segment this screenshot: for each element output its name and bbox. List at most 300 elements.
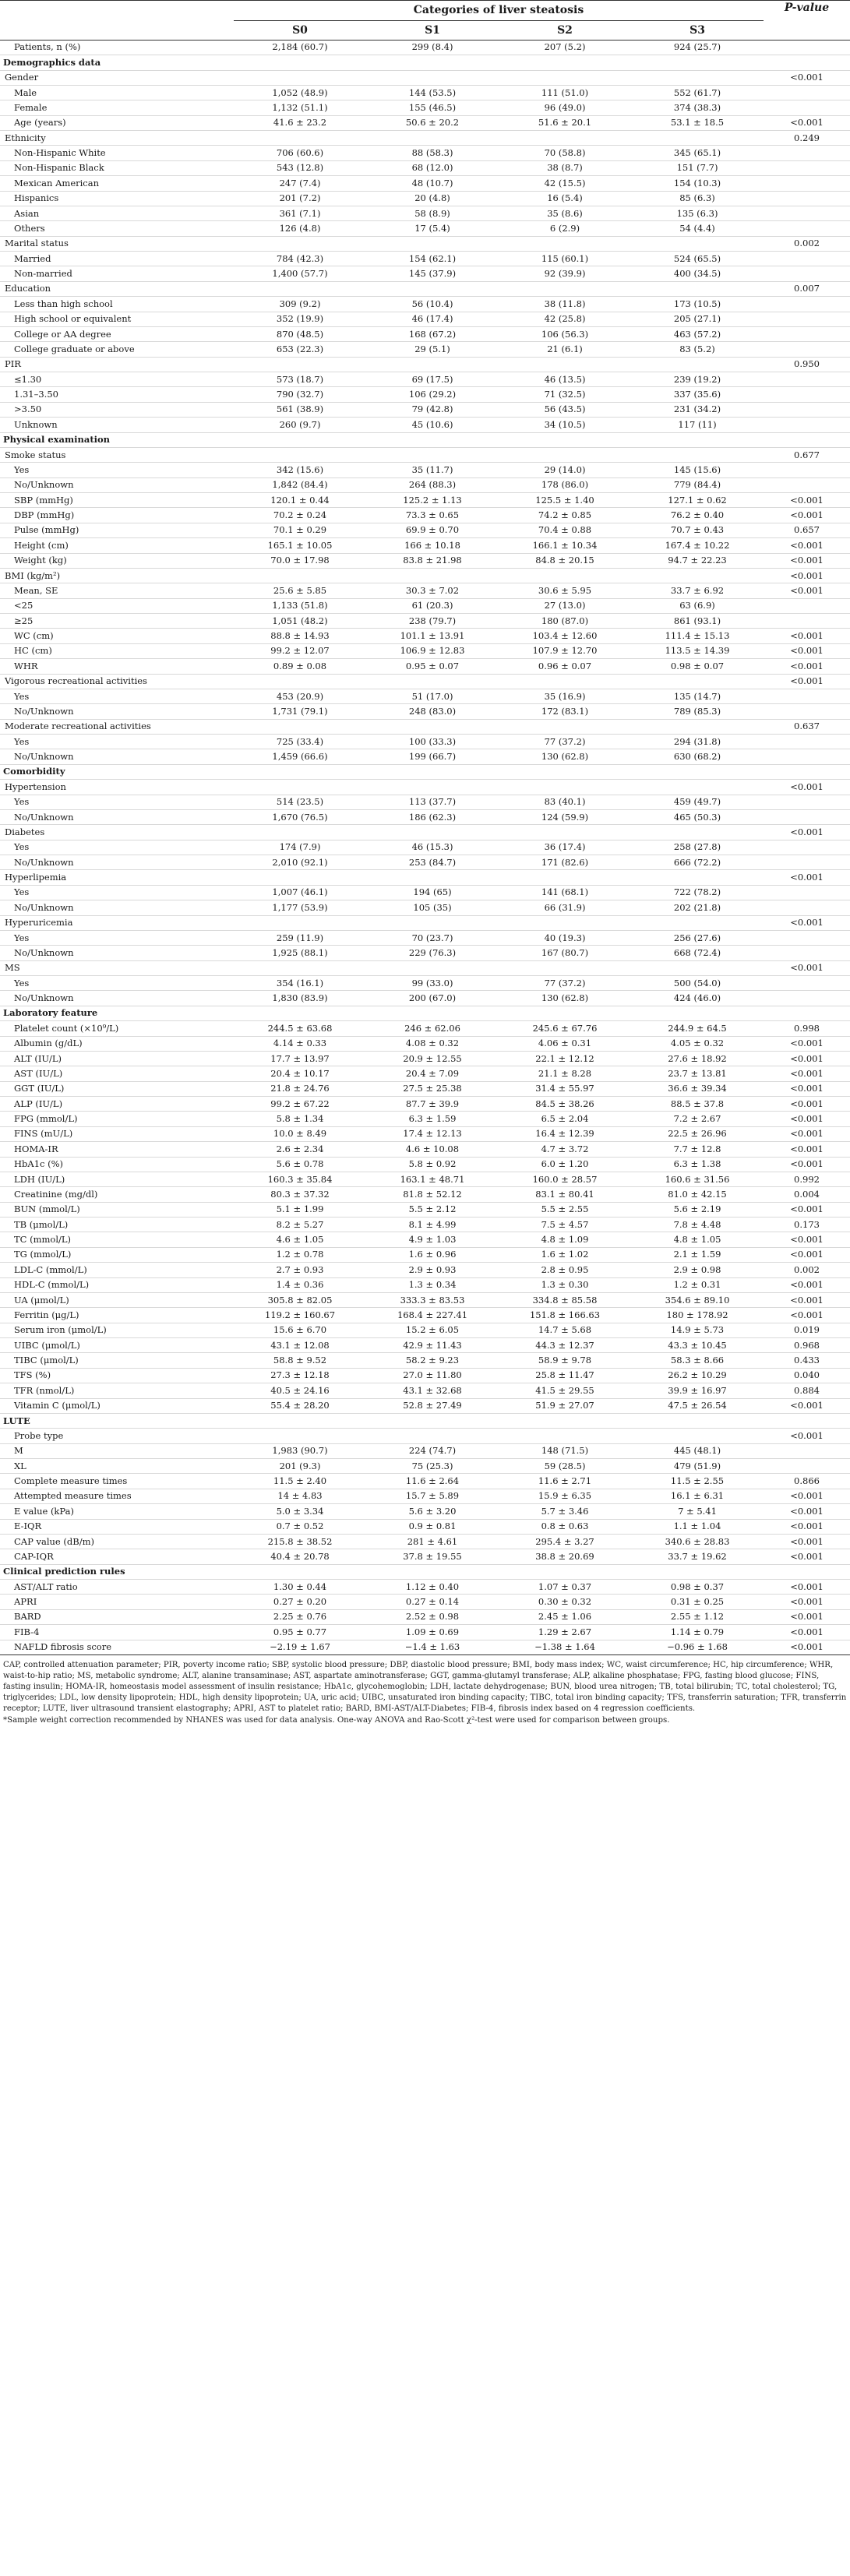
cell-p-value: 0.040: [764, 1368, 850, 1383]
cell-s2: 21.1 ± 8.28: [499, 1066, 631, 1081]
cell-s1: 73.3 ± 0.65: [366, 508, 499, 523]
cell-p-value: [764, 463, 850, 477]
cell-s2: [499, 70, 631, 85]
cell-s1: 27.0 ± 11.80: [366, 1368, 499, 1383]
column-header-s1: S1: [366, 21, 499, 40]
cell-s3: 666 (72.2): [631, 855, 764, 870]
table-row: [0, 643, 850, 658]
row-label: Attempted measure times: [0, 1489, 234, 1503]
cell-s2: 16.4 ± 12.39: [499, 1126, 631, 1141]
cell-s3: [631, 719, 764, 734]
row-label: Pulse (mmHg): [0, 523, 234, 537]
cell-s3: 345 (65.1): [631, 146, 764, 160]
table-row: [0, 1383, 850, 1398]
cell-s1: [366, 447, 499, 462]
table-row: [0, 40, 850, 55]
table-row: [0, 1112, 850, 1126]
row-label: UIBC (μmol/L): [0, 1338, 234, 1353]
cell-s1: 4.6 ± 10.08: [366, 1142, 499, 1157]
cell-s0: 165.1 ± 10.05: [234, 538, 366, 553]
row-label: HC (cm): [0, 643, 234, 658]
cell-p-value: 0.950: [764, 357, 850, 372]
cell-s3: 154 (10.3): [631, 176, 764, 191]
cell-s3: 180 ± 178.92: [631, 1308, 764, 1323]
cell-s0: 259 (11.9): [234, 930, 366, 945]
cell-s3: 54 (4.4): [631, 221, 764, 236]
row-label: TFS (%): [0, 1368, 234, 1383]
cell-s0: 201 (7.2): [234, 191, 366, 206]
table-row: [0, 885, 850, 900]
cell-s2: 166.1 ± 10.34: [499, 538, 631, 553]
cell-s0: 119.2 ± 160.67: [234, 1308, 366, 1323]
cell-p-value: <0.001: [764, 1595, 850, 1609]
cell-p-value: <0.001: [764, 1112, 850, 1126]
cell-p-value: 0.657: [764, 523, 850, 537]
cell-s0: 2.25 ± 0.76: [234, 1609, 366, 1624]
cell-s3: 83 (5.2): [631, 342, 764, 357]
cell-s2: 38 (11.8): [499, 297, 631, 312]
table-row: [0, 372, 850, 387]
table-row: [0, 1292, 850, 1307]
cell-s3: [631, 357, 764, 372]
cell-s3: 337 (35.6): [631, 387, 764, 402]
cell-p-value: <0.001: [764, 1429, 850, 1443]
cell-s2: 46 (13.5): [499, 372, 631, 387]
cell-s1: 69.9 ± 0.70: [366, 523, 499, 537]
cell-s1: 11.6 ± 2.64: [366, 1474, 499, 1489]
cell-s1: 281 ± 4.61: [366, 1534, 499, 1549]
cell-s3: 4.8 ± 1.05: [631, 1232, 764, 1247]
table-row: [0, 1625, 850, 1640]
cell-s2: 295.4 ± 3.27: [499, 1534, 631, 1549]
row-label: Unknown: [0, 418, 234, 432]
row-label: Gender: [0, 70, 234, 85]
row-label: AST (IU/L): [0, 1066, 234, 1081]
cell-s0: 14 ± 4.83: [234, 1489, 366, 1503]
category-row: [0, 357, 850, 372]
cell-s0: 21.8 ± 24.76: [234, 1081, 366, 1096]
cell-p-value: <0.001: [764, 493, 850, 508]
cell-s2: 106 (56.3): [499, 326, 631, 341]
cell-p-value: <0.001: [764, 1247, 850, 1262]
cell-s0: 1,459 (66.6): [234, 749, 366, 764]
cell-s3: 722 (78.2): [631, 885, 764, 900]
cell-s1: [366, 825, 499, 840]
cell-s0: 174 (7.9): [234, 840, 366, 855]
cell-s2: 7.5 ± 4.57: [499, 1218, 631, 1232]
cell-s0: 1,133 (51.8): [234, 598, 366, 613]
table-row: [0, 1142, 850, 1157]
cell-p-value: [764, 297, 850, 312]
row-label: College graduate or above: [0, 342, 234, 357]
cell-p-value: <0.001: [764, 1580, 850, 1595]
cell-s2: 207 (5.2): [544, 41, 586, 53]
cell-s2: 11.6 ± 2.71: [499, 1474, 631, 1489]
cell-s1: 56 (10.4): [366, 297, 499, 312]
cell-s2: 180 (87.0): [499, 614, 631, 629]
cell-s1: 2.9 ± 0.93: [366, 1263, 499, 1277]
cell-s3: 630 (68.2): [631, 749, 764, 764]
table-row: [0, 146, 850, 160]
cell-s1: 144 (53.5): [366, 85, 499, 100]
cell-s2: 130 (62.8): [499, 749, 631, 764]
cell-s1: 88 (58.3): [366, 146, 499, 160]
cell-s3: 53.1 ± 18.5: [631, 115, 764, 130]
row-label: Yes: [0, 840, 234, 855]
cell-s3: 6.3 ± 1.38: [631, 1157, 764, 1172]
cell-s2: [499, 447, 631, 462]
table-row: [0, 523, 850, 537]
table-row: [0, 206, 850, 220]
cell-s2: 178 (86.0): [499, 477, 631, 492]
category-row: [0, 70, 850, 85]
cell-s1: 5.6 ± 3.20: [366, 1504, 499, 1519]
table-row: [0, 1353, 850, 1368]
cell-s2: 171 (82.6): [499, 855, 631, 870]
cell-s1: 299 (8.4): [411, 41, 453, 53]
cell-s1: 15.7 ± 5.89: [366, 1489, 499, 1503]
row-label: No/Unknown: [0, 749, 234, 764]
cell-s1: 125.2 ± 1.13: [366, 493, 499, 508]
cell-s3: 256 (27.6): [631, 930, 764, 945]
cell-s3: 400 (34.5): [631, 266, 764, 281]
cell-s2: 4.8 ± 1.09: [499, 1232, 631, 1247]
cell-s1: 48 (10.7): [366, 176, 499, 191]
cell-s1: 15.2 ± 6.05: [366, 1323, 499, 1337]
row-label: Weight (kg): [0, 553, 234, 568]
table-row: [0, 689, 850, 703]
cell-s0: 309 (9.2): [234, 297, 366, 312]
cell-s1: 1.6 ± 0.96: [366, 1247, 499, 1262]
cell-s1: [366, 1429, 499, 1443]
cell-p-value: <0.001: [764, 1625, 850, 1640]
cell-s2: [499, 870, 631, 885]
table-row: [0, 1595, 850, 1609]
cell-s1: [366, 780, 499, 795]
cell-s0: 1.4 ± 0.36: [234, 1277, 366, 1292]
cell-s1: 20 (4.8): [366, 191, 499, 206]
cell-s1: 5.8 ± 0.92: [366, 1157, 499, 1172]
cell-p-value: <0.001: [764, 538, 850, 553]
cell-p-value: [764, 885, 850, 900]
table-row: [0, 1172, 850, 1186]
cell-p-value: <0.001: [764, 1081, 850, 1096]
table-row: [0, 855, 850, 870]
cell-p-value: <0.001: [764, 1549, 850, 1564]
cell-s3: 113.5 ± 14.39: [631, 643, 764, 658]
cell-p-value: [764, 1006, 850, 1020]
cell-s2: [499, 55, 631, 70]
cell-s0: 2,184 (60.7): [272, 41, 328, 53]
row-label: Non-Hispanic White: [0, 146, 234, 160]
row-label: Age (years): [0, 115, 234, 130]
cell-s2: 107.9 ± 12.70: [499, 643, 631, 658]
table-row: [0, 418, 850, 432]
cell-s2: −1.38 ± 1.64: [499, 1640, 631, 1654]
table-row: [0, 538, 850, 553]
cell-s1: [366, 674, 499, 689]
cell-s1: 1.09 ± 0.69: [366, 1625, 499, 1640]
row-label: No/Unknown: [0, 809, 234, 824]
cell-s1: 46 (17.4): [366, 312, 499, 326]
cell-s2: 59 (28.5): [499, 1459, 631, 1474]
row-label: Diabetes: [0, 825, 234, 840]
cell-p-value: 0.998: [764, 1021, 850, 1036]
table-row: [0, 297, 850, 312]
table-row: [0, 221, 850, 236]
cell-s3: 43.3 ± 10.45: [631, 1338, 764, 1353]
cell-s0: 215.8 ± 38.52: [234, 1534, 366, 1549]
cell-s2: 160.0 ± 28.57: [499, 1172, 631, 1186]
row-label: Yes: [0, 795, 234, 809]
cell-s1: 199 (66.7): [366, 749, 499, 764]
cell-s2: [499, 1413, 631, 1428]
cell-s0: [234, 764, 366, 779]
cell-s3: 70.7 ± 0.43: [631, 523, 764, 537]
cell-s0: 561 (38.9): [234, 402, 366, 417]
cell-s3: 33.7 ± 19.62: [631, 1549, 764, 1564]
cell-s2: 29 (14.0): [499, 463, 631, 477]
cell-s2: 6.5 ± 2.04: [499, 1112, 631, 1126]
cell-p-value: [764, 840, 850, 855]
category-row: [0, 281, 850, 296]
cell-s1: 105 (35): [366, 900, 499, 915]
cell-s3: 27.6 ± 18.92: [631, 1051, 764, 1066]
table-row: [0, 659, 850, 674]
cell-p-value: 0.992: [764, 1172, 850, 1186]
table-row: [0, 1157, 850, 1172]
methods-note: *Sample weight correction recommended by NHANES was used for data analysis. One-way ANOVA and Rao-Scott χ²-test were used for comparison between groups.: [3, 1715, 670, 1725]
cell-s3: 668 (72.4): [631, 946, 764, 960]
table-row: [0, 991, 850, 1006]
table-row: [0, 1126, 850, 1141]
cell-p-value: <0.001: [764, 643, 850, 658]
cell-s0: 17.7 ± 13.97: [234, 1051, 366, 1066]
cell-s1: 43.1 ± 32.68: [366, 1383, 499, 1398]
table-row: [0, 1097, 850, 1112]
cell-s0: 1,670 (76.5): [234, 809, 366, 824]
table-row: [0, 508, 850, 523]
row-label: Ethnicity: [0, 131, 234, 146]
table-row: [0, 326, 850, 341]
cell-s1: [366, 55, 499, 70]
cell-s0: [234, 825, 366, 840]
cell-s2: [499, 719, 631, 734]
cell-s0: 573 (18.7): [234, 372, 366, 387]
cell-s0: 1.2 ± 0.78: [234, 1247, 366, 1262]
cell-s1: 0.27 ± 0.14: [366, 1595, 499, 1609]
row-label: BUN (mmol/L): [0, 1202, 234, 1217]
table-row: [0, 976, 850, 991]
table-row: [0, 614, 850, 629]
cell-s1: [366, 719, 499, 734]
table-row: [0, 312, 850, 326]
table-row: [0, 342, 850, 357]
cell-s3: 294 (31.8): [631, 735, 764, 749]
cell-s0: 41.6 ± 23.2: [234, 115, 366, 130]
row-label: UA (μmol/L): [0, 1292, 234, 1307]
row-label: 1.31–3.50: [0, 387, 234, 402]
row-label: ≥25: [0, 614, 234, 629]
cell-s0: 354 (16.1): [234, 976, 366, 991]
cell-s0: 1,830 (83.9): [234, 991, 366, 1006]
section-heading: Demographics data: [0, 55, 234, 70]
cell-s2: [499, 131, 631, 146]
cell-s3: [631, 870, 764, 885]
cell-s2: 96 (49.0): [499, 100, 631, 115]
cell-s2: 83 (40.1): [499, 795, 631, 809]
row-label: TFR (nmol/L): [0, 1383, 234, 1398]
cell-s2: 27 (13.0): [499, 598, 631, 613]
cell-s3: [631, 281, 764, 296]
cell-p-value: [764, 191, 850, 206]
cell-s2: 71 (32.5): [499, 387, 631, 402]
table-row: [0, 1247, 850, 1262]
cell-s2: 15.9 ± 6.35: [499, 1489, 631, 1503]
cell-s0: [234, 357, 366, 372]
row-label: Marital status: [0, 236, 234, 251]
cell-p-value: [764, 372, 850, 387]
cell-s3: 2.1 ± 1.59: [631, 1247, 764, 1262]
cell-s3: [631, 764, 764, 779]
cell-s3: [631, 1429, 764, 1443]
cell-s1: 75 (25.3): [366, 1459, 499, 1474]
cell-p-value: [764, 176, 850, 191]
cell-s2: 40 (19.3): [499, 930, 631, 945]
cell-s1: 81.8 ± 52.12: [366, 1187, 499, 1202]
cell-s0: [234, 674, 366, 689]
cell-s2: 31.4 ± 55.97: [499, 1081, 631, 1096]
category-row: [0, 236, 850, 251]
cell-s2: [499, 432, 631, 447]
cell-s3: [631, 674, 764, 689]
row-label: Creatinine (mg/dl): [0, 1187, 234, 1202]
cell-s3: 145 (15.6): [631, 463, 764, 477]
cell-p-value: [764, 40, 850, 55]
cell-p-value: [764, 598, 850, 613]
cell-p-value: [764, 900, 850, 915]
row-label: CAP-IQR: [0, 1549, 234, 1564]
cell-s2: 38.8 ± 20.69: [499, 1549, 631, 1564]
cell-s0: 2.7 ± 0.93: [234, 1263, 366, 1277]
row-label: Less than high school: [0, 297, 234, 312]
cell-s3: [631, 131, 764, 146]
cell-s2: 172 (83.1): [499, 704, 631, 719]
row-label: Vitamin C (μmol/L): [0, 1398, 234, 1413]
cell-s3: [631, 447, 764, 462]
table-row: [0, 553, 850, 568]
row-label: AST/ALT ratio: [0, 1580, 234, 1595]
cell-p-value: <0.001: [764, 553, 850, 568]
cell-s2: 21 (6.1): [499, 342, 631, 357]
cell-s3: 1.1 ± 1.04: [631, 1519, 764, 1534]
cell-p-value: [764, 402, 850, 417]
cell-s0: 247 (7.4): [234, 176, 366, 191]
cell-s1: [366, 281, 499, 296]
cell-p-value: [764, 387, 850, 402]
table-row: [0, 1489, 850, 1503]
cell-s0: [234, 1564, 366, 1579]
cell-s3: 500 (54.0): [631, 976, 764, 991]
cell-s2: 1.6 ± 1.02: [499, 1247, 631, 1262]
table-row: [0, 629, 850, 643]
cell-s3: 33.7 ± 6.92: [631, 583, 764, 598]
row-label: Serum iron (μmol/L): [0, 1323, 234, 1337]
cell-p-value: <0.001: [764, 870, 850, 885]
cell-s2: 56 (43.5): [499, 402, 631, 417]
cell-s0: 1,007 (46.1): [234, 885, 366, 900]
row-label: TC (mmol/L): [0, 1232, 234, 1247]
cell-s2: 4.7 ± 3.72: [499, 1142, 631, 1157]
cell-s3: 23.7 ± 13.81: [631, 1066, 764, 1081]
cell-p-value: <0.001: [764, 1202, 850, 1217]
table-row: [0, 749, 850, 764]
cell-p-value: [764, 749, 850, 764]
cell-p-value: 0.002: [764, 1263, 850, 1277]
cell-s3: 22.5 ± 26.96: [631, 1126, 764, 1141]
cell-s3: 7.7 ± 12.8: [631, 1142, 764, 1157]
cell-p-value: <0.001: [764, 1066, 850, 1081]
table-row: [0, 735, 850, 749]
cell-s2: 5.7 ± 3.46: [499, 1504, 631, 1519]
cell-s0: 784 (42.3): [234, 252, 366, 266]
cell-s3: [631, 432, 764, 447]
cell-s2: 77 (37.2): [499, 976, 631, 991]
cell-s1: 45 (10.6): [366, 418, 499, 432]
cell-p-value: [764, 735, 850, 749]
cell-p-value: [764, 704, 850, 719]
table-row: [0, 1323, 850, 1337]
cell-s0: [234, 1413, 366, 1428]
cell-p-value: 0.968: [764, 1338, 850, 1353]
cell-s0: 1,400 (57.7): [234, 266, 366, 281]
cell-s2: 148 (71.5): [499, 1443, 631, 1458]
cell-s3: 374 (38.3): [631, 100, 764, 115]
cell-s2: 41.5 ± 29.55: [499, 1383, 631, 1398]
cell-p-value: [764, 795, 850, 809]
cell-s0: 1,842 (84.4): [234, 477, 366, 492]
table-row: [0, 1580, 850, 1595]
row-label: Yes: [0, 689, 234, 703]
cell-s2: 30.6 ± 5.95: [499, 583, 631, 598]
cell-s3: [631, 780, 764, 795]
cell-s1: 101.1 ± 13.91: [366, 629, 499, 643]
cell-s1: 113 (37.7): [366, 795, 499, 809]
cell-s3: 47.5 ± 26.54: [631, 1398, 764, 1413]
cell-s0: 55.4 ± 28.20: [234, 1398, 366, 1413]
cell-s3: 11.5 ± 2.55: [631, 1474, 764, 1489]
row-label: Hispanics: [0, 191, 234, 206]
cell-s1: 155 (46.5): [366, 100, 499, 115]
cell-s1: 83.8 ± 21.98: [366, 553, 499, 568]
cell-s1: 70 (23.7): [366, 930, 499, 945]
cell-s1: 58.2 ± 9.23: [366, 1353, 499, 1368]
cell-s1: 253 (84.7): [366, 855, 499, 870]
cell-s2: 1.29 ± 2.67: [499, 1625, 631, 1640]
cell-s0: [234, 236, 366, 251]
cell-s3: 1.14 ± 0.79: [631, 1625, 764, 1640]
table-row: [0, 160, 850, 175]
row-label: No/Unknown: [0, 991, 234, 1006]
cell-s2: 1.07 ± 0.37: [499, 1580, 631, 1595]
cell-s0: 1,051 (48.2): [234, 614, 366, 629]
category-row: [0, 960, 850, 975]
cell-p-value: <0.001: [764, 70, 850, 85]
cell-s1: 163.1 ± 48.71: [366, 1172, 499, 1186]
table-row: [0, 1534, 850, 1549]
cell-s3: 26.2 ± 10.29: [631, 1368, 764, 1383]
cell-s2: 2.45 ± 1.06: [499, 1609, 631, 1624]
